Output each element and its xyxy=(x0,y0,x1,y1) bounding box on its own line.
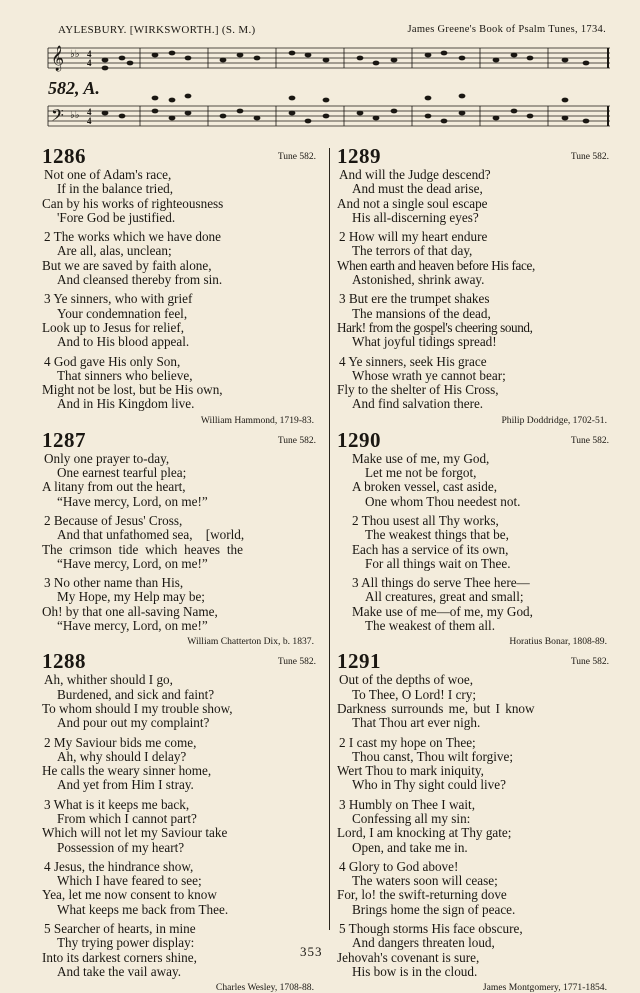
verse-line: 3 All things do serve Thee here— xyxy=(352,575,530,591)
column-divider xyxy=(329,148,330,930)
verse xyxy=(42,922,322,979)
verse-line: 3 But ere the trumpet shakes xyxy=(339,291,490,307)
hymn-1287 xyxy=(42,426,322,648)
hymn-author: William Hammond, 1719-83. xyxy=(200,414,314,426)
hymn-author: James Montgomery, 1771-1854. xyxy=(482,982,607,993)
verse xyxy=(42,576,322,633)
verse-line: Thy trying power display: xyxy=(57,935,195,951)
verse-line: Into its darkest corners shine, xyxy=(42,949,197,965)
verse-line: His bow is in the cloud. xyxy=(352,963,478,979)
verse-line: 3 Humbly on Thee I wait, xyxy=(339,796,476,812)
verse-line: “Have mercy, Lord, on me!” xyxy=(57,618,208,634)
verse-line: And find salvation there. xyxy=(352,396,484,412)
verse-line: The terrors of that day, xyxy=(352,243,473,259)
verse-line: If in the balance tried, xyxy=(57,181,174,197)
verse xyxy=(42,355,322,412)
verse-line: Not one of Adam's race, xyxy=(44,167,172,182)
verse-line: Can by his works of righteousness xyxy=(42,195,224,211)
tune-name: AYLESBURY. [WIRKSWORTH.] (S. M.) xyxy=(58,24,256,36)
verse-line: Which will not let my Saviour take xyxy=(42,825,228,841)
verse-line: That Thou art ever nigh. xyxy=(352,715,481,731)
verse xyxy=(42,514,322,571)
verse-line: Out of the depths of woe, xyxy=(339,672,474,688)
tune-reference: Tune 582. xyxy=(277,435,316,446)
music-score xyxy=(30,38,612,138)
verse-line: Possession of my heart? xyxy=(57,839,185,855)
verse-line: Brings home the sign of peace. xyxy=(352,901,516,917)
verse-line: The mansions of the dead, xyxy=(352,305,491,321)
tune-reference: Tune 582. xyxy=(570,152,609,162)
verse-line: Jehovah's covenant is sure, xyxy=(337,949,480,965)
verse xyxy=(42,168,322,225)
verse-line: One earnest tearful plea; xyxy=(57,465,187,481)
tune-reference: Tune 582. xyxy=(277,657,316,668)
verse-line: A litany from out the heart, xyxy=(42,479,186,495)
verse-line: Yea, let me now consent to know xyxy=(42,887,217,903)
tune-reference: Tune 582. xyxy=(570,657,609,668)
verse-line: Thou canst, Thou wilt forgive; xyxy=(352,748,514,764)
verse-line: Burdened, and sick and faint? xyxy=(57,686,215,702)
verse-line: And must the dead arise, xyxy=(352,181,483,197)
verse xyxy=(337,922,615,979)
verse-line: Which I have feared to see; xyxy=(57,873,202,889)
svg-text:4: 4 xyxy=(87,58,92,68)
tune-number: 582, A. xyxy=(48,78,100,98)
verse xyxy=(337,798,615,855)
verse-line: Make use of me—of me, my God, xyxy=(352,603,533,619)
verse-line: For, lo! the swift-returning dove xyxy=(337,887,507,903)
verse-line: What joyful tidings spread! xyxy=(352,334,497,350)
verse xyxy=(337,673,615,730)
verse-line: For all things wait on Thee. xyxy=(365,555,511,571)
hymn-number: 1286 xyxy=(42,144,86,168)
verse-line: And will the Judge descend? xyxy=(339,167,491,182)
verse-line: And in His Kingdom live. xyxy=(57,396,195,412)
verse xyxy=(42,452,322,509)
hymn-number: 1290 xyxy=(337,427,381,452)
verse xyxy=(337,576,615,633)
verse-line: 4 Jesus, the hindrance show, xyxy=(44,858,194,874)
verse-line: 'Fore God be justified. xyxy=(57,209,176,225)
verse-line: Hark! from the gospel's cheering sound, xyxy=(337,319,533,335)
hymn-number: 1291 xyxy=(337,649,381,674)
verse-line: 4 Glory to God above! xyxy=(339,858,459,874)
hymn-1289 xyxy=(337,142,615,426)
verse-line: 4 God gave His only Son, xyxy=(44,353,181,369)
page-number: 353 xyxy=(300,944,323,959)
verse-line: Wert Thou to mark iniquity, xyxy=(337,763,484,779)
verse xyxy=(337,736,615,793)
hymn-author: Horatius Bonar, 1808-89. xyxy=(509,636,607,648)
verse xyxy=(42,860,322,917)
verse-line: The crimson tide which heaves the xyxy=(42,541,243,557)
svg-text:4: 4 xyxy=(87,49,92,59)
svg-text:𝄞: 𝄞 xyxy=(51,46,65,71)
verse-line: The weakest things that be, xyxy=(365,527,509,543)
verse-line: 2 How will my heart endure xyxy=(339,229,488,245)
verse xyxy=(337,168,615,225)
verse-line: Whose wrath ye cannot bear; xyxy=(352,367,506,383)
verse-line: 3 Ye sinners, who with grief xyxy=(44,291,193,307)
verse-line: 3 What is it keeps me back, xyxy=(44,796,190,812)
verse xyxy=(337,230,615,287)
hymn-author: Charles Wesley, 1708-88. xyxy=(215,982,314,993)
verse-line: 2 I cast my hope on Thee; xyxy=(339,734,476,750)
verse-line: Confessing all my sin: xyxy=(352,810,471,826)
verse-line: Oh! by that one all-saving Name, xyxy=(42,603,218,619)
verse-line: And cleansed thereby from sin. xyxy=(57,272,223,288)
hymn-1290 xyxy=(337,426,615,648)
verse-line: But we are saved by faith alone, xyxy=(42,257,212,273)
verse-line: That sinners who believe, xyxy=(57,367,193,383)
right-column xyxy=(337,142,615,993)
verse-line: Ah, whither should I go, xyxy=(44,672,173,688)
tune-source: James Greene's Book of Psalm Tunes, 1734. xyxy=(407,24,606,35)
verse-line: His all-discerning eyes? xyxy=(352,209,479,225)
verse xyxy=(42,673,322,730)
verse-line: Each has a service of its own, xyxy=(352,541,509,557)
hymn-number: 1287 xyxy=(42,427,86,452)
verse-line: He calls the weary sinner home, xyxy=(42,763,212,779)
verse xyxy=(337,452,615,509)
verse xyxy=(337,514,615,571)
verse-line: And to His blood appeal. xyxy=(57,334,190,350)
verse-line: From which I cannot part? xyxy=(57,810,197,826)
verse-line: Who in Thy sight could live? xyxy=(352,777,506,793)
verse-line: To whom should I my trouble show, xyxy=(42,700,233,716)
tune-reference: Tune 582. xyxy=(570,435,609,446)
verse xyxy=(337,355,615,412)
verse-line: Your condemnation feel, xyxy=(57,305,188,321)
hymn-number: 1289 xyxy=(337,144,381,168)
verse-line: 2 Because of Jesus' Cross, xyxy=(44,512,183,528)
verse xyxy=(42,292,322,349)
verse-line: Darkness surrounds me, but I know xyxy=(337,700,535,716)
hymn-author: William Chatterton Dix, b. 1837. xyxy=(187,636,314,648)
verse-line: 5 Though storms His face obscure, xyxy=(339,921,523,937)
verse-line: Lord, I am knocking at Thy gate; xyxy=(337,825,512,841)
verse-line: And pour out my complaint? xyxy=(57,715,210,731)
verse-line: Only one prayer to-day, xyxy=(44,450,170,466)
hymn-author: Philip Doddridge, 1702-51. xyxy=(501,414,607,426)
verse-line: To Thee, O Lord! I cry; xyxy=(352,686,477,702)
verse-line: And yet from Him I stray. xyxy=(57,777,194,793)
hymn-1291 xyxy=(337,647,615,993)
verse xyxy=(42,798,322,855)
verse-line: “Have mercy, Lord, on me!” xyxy=(57,555,208,571)
verse-line: Let me not be forgot, xyxy=(365,465,477,481)
verse-line: Fly to the shelter of His Cross, xyxy=(337,382,499,398)
svg-text:♭♭: ♭♭ xyxy=(70,110,80,121)
verse-line: 2 Thou usest all Thy works, xyxy=(352,512,499,528)
verse-line: Astonished, shrink away. xyxy=(352,272,485,288)
verse-line: Open, and take me in. xyxy=(352,839,468,855)
verse-line: And that unfathomed sea, [world, xyxy=(57,527,245,543)
svg-text:𝄢: 𝄢 xyxy=(51,105,64,129)
verse-line: 2 The works which we have done xyxy=(44,229,222,245)
left-column xyxy=(42,142,322,993)
verse-line: Ah, why should I delay? xyxy=(57,748,187,764)
verse-line: All creatures, great and small; xyxy=(365,589,524,605)
verse-line: The weakest of them all. xyxy=(365,618,495,634)
hymn-1286 xyxy=(42,142,322,426)
verse-line: A broken vessel, cast aside, xyxy=(352,479,498,495)
verse-line: 5 Searcher of hearts, in mine xyxy=(44,921,196,937)
verse-line: And dangers threaten loud, xyxy=(352,935,495,951)
verse-line: 4 Ye sinners, seek His grace xyxy=(339,353,487,369)
verse-line: Might not be lost, but be His own, xyxy=(42,382,223,398)
verse xyxy=(337,292,615,349)
verse-line: 2 My Saviour bids me come, xyxy=(44,734,197,750)
verse-line: And not a single soul escape xyxy=(337,195,488,211)
verse-line: “Have mercy, Lord, on me!” xyxy=(57,493,208,509)
verse xyxy=(42,230,322,287)
verse-line: And take the vail away. xyxy=(57,963,182,979)
hymn-1288 xyxy=(42,647,322,993)
hymn-number: 1288 xyxy=(42,649,86,674)
verse-line: My Hope, my Help may be; xyxy=(57,589,205,605)
verse-line: What keeps me back from Thee. xyxy=(57,901,229,917)
verse-line: One whom Thou needest not. xyxy=(365,493,521,509)
verse xyxy=(337,860,615,917)
verse-line: When earth and heaven before His face, xyxy=(337,257,535,273)
tune-reference: Tune 582. xyxy=(277,152,316,162)
svg-text:4: 4 xyxy=(87,116,92,126)
svg-text:4: 4 xyxy=(87,107,92,117)
svg-text:♭♭: ♭♭ xyxy=(70,49,80,60)
verse-line: Make use of me, my God, xyxy=(352,450,490,466)
verse-line: Look up to Jesus for relief, xyxy=(42,319,185,335)
verse-line: 3 No other name than His, xyxy=(44,575,184,591)
verse xyxy=(42,736,322,793)
verse-line: Are all, alas, unclean; xyxy=(57,243,172,259)
verse-line: The waters soon will cease; xyxy=(352,873,498,889)
tune-header xyxy=(58,24,606,38)
